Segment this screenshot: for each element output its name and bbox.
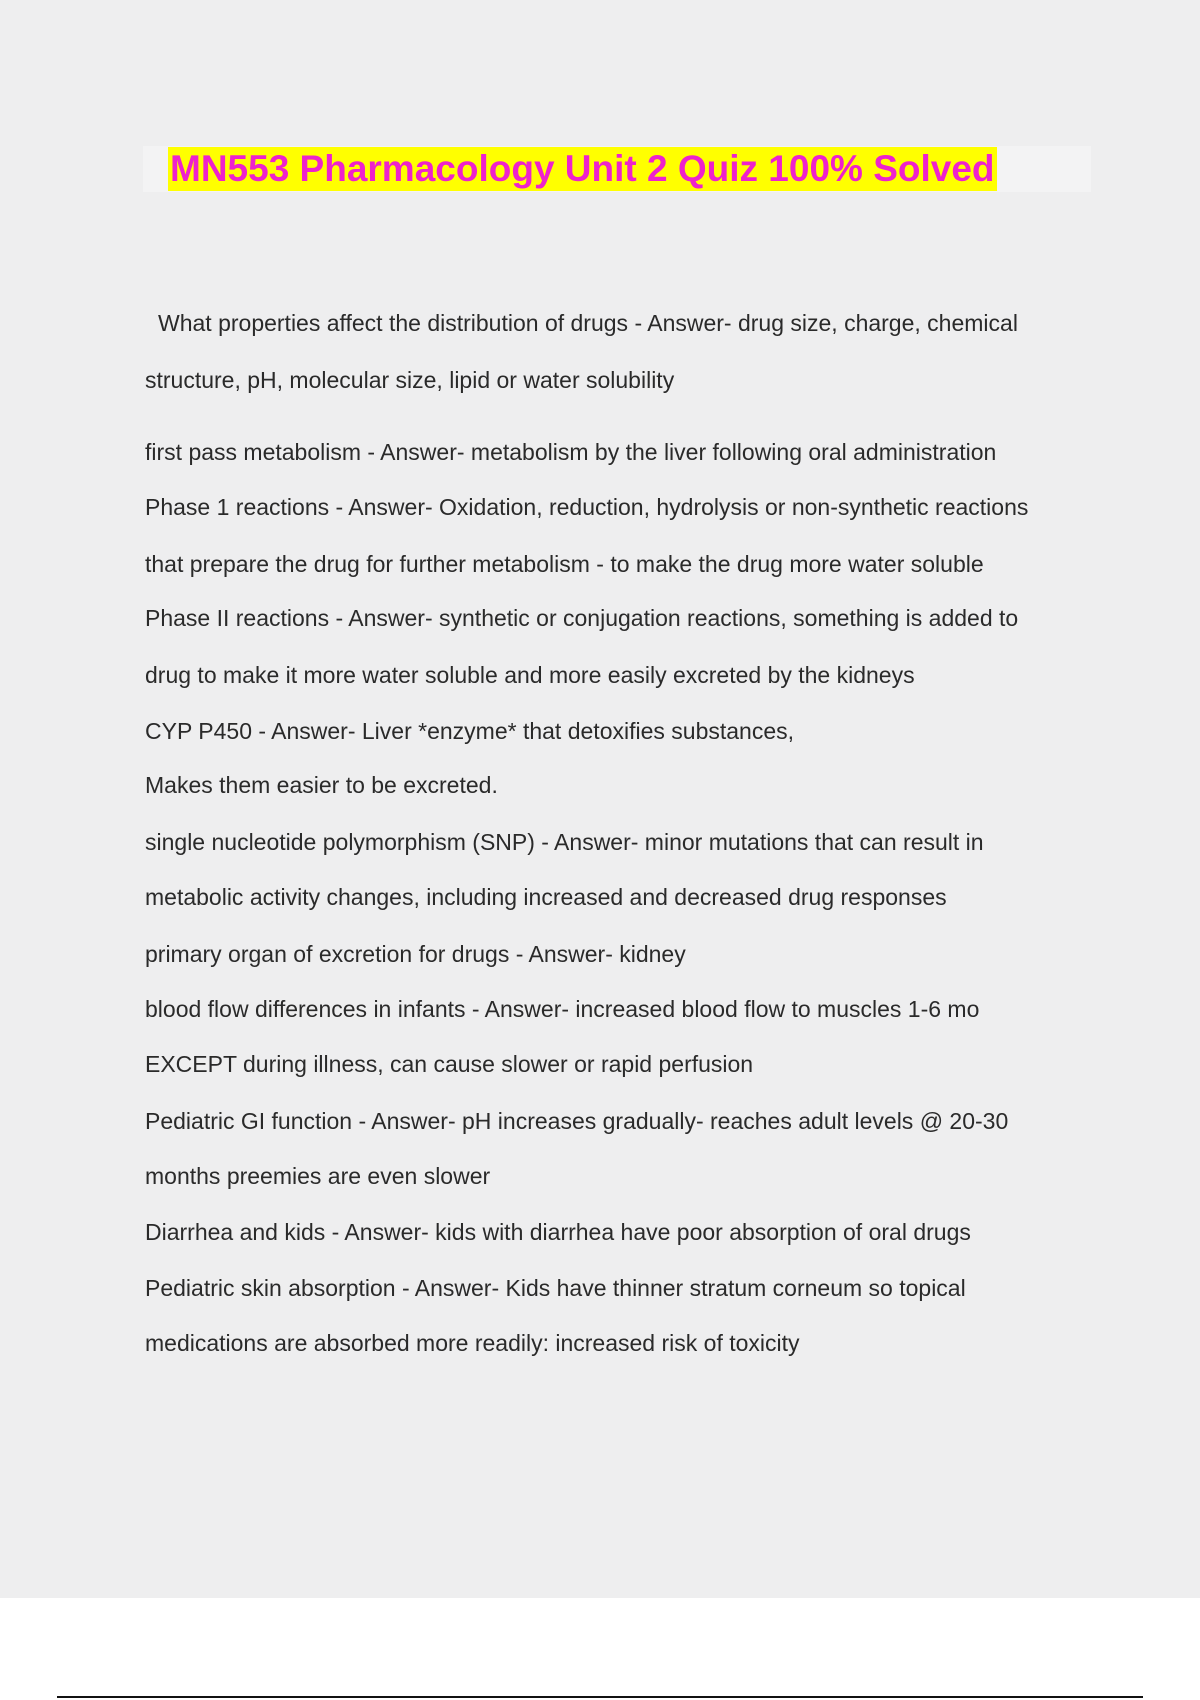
text-line: Pediatric GI function - Answer- pH increases gradually- reaches adult levels @ 20-30 — [145, 1108, 1009, 1134]
text-line: months preemies are even slower — [145, 1163, 491, 1189]
text-line: Pediatric skin absorption - Answer- Kids have thinner stratum corneum so topical — [145, 1275, 966, 1301]
text-line: single nucleotide polymorphism (SNP) - Answer- minor mutations that can result in — [145, 829, 984, 855]
text-line: first pass metabolism - Answer- metabolism by the liver following oral administration — [145, 439, 997, 465]
text-line: Phase 1 reactions - Answer- Oxidation, reduction, hydrolysis or non-synthetic reactions — [145, 494, 1029, 520]
text-line: blood flow differences in infants - Answer- increased blood flow to muscles 1-6 mo — [145, 996, 980, 1022]
text-line: medications are absorbed more readily: increased risk of toxicity — [145, 1330, 800, 1356]
text-line: that prepare the drug for further metabolism - to make the drug more water soluble — [145, 551, 984, 577]
text-line: Diarrhea and kids - Answer- kids with diarrhea have poor absorption of oral drugs — [145, 1219, 971, 1245]
text-line: What properties affect the distribution of drugs - Answer- drug size, charge, chemical — [158, 310, 1018, 336]
document-title: MN553 Pharmacology Unit 2 Quiz 100% Solved — [170, 148, 995, 189]
text-line: drug to make it more water soluble and more easily excreted by the kidneys — [145, 662, 915, 688]
text-line: primary organ of excretion for drugs - Answer- kidney — [145, 941, 686, 967]
text-line: EXCEPT during illness, can cause slower or rapid perfusion — [145, 1051, 754, 1077]
text-line: Makes them easier to be excreted. — [145, 772, 498, 798]
footer-divider — [57, 1696, 1143, 1698]
text-line: metabolic activity changes, including increased and decreased drug responses — [145, 884, 947, 910]
text-line: CYP P450 - Answer- Liver *enzyme* that detoxifies substances, — [145, 718, 795, 744]
text-line: Phase II reactions - Answer- synthetic or conjugation reactions, something is added to — [145, 605, 1019, 631]
text-line: structure, pH, molecular size, lipid or water solubility — [145, 367, 675, 393]
